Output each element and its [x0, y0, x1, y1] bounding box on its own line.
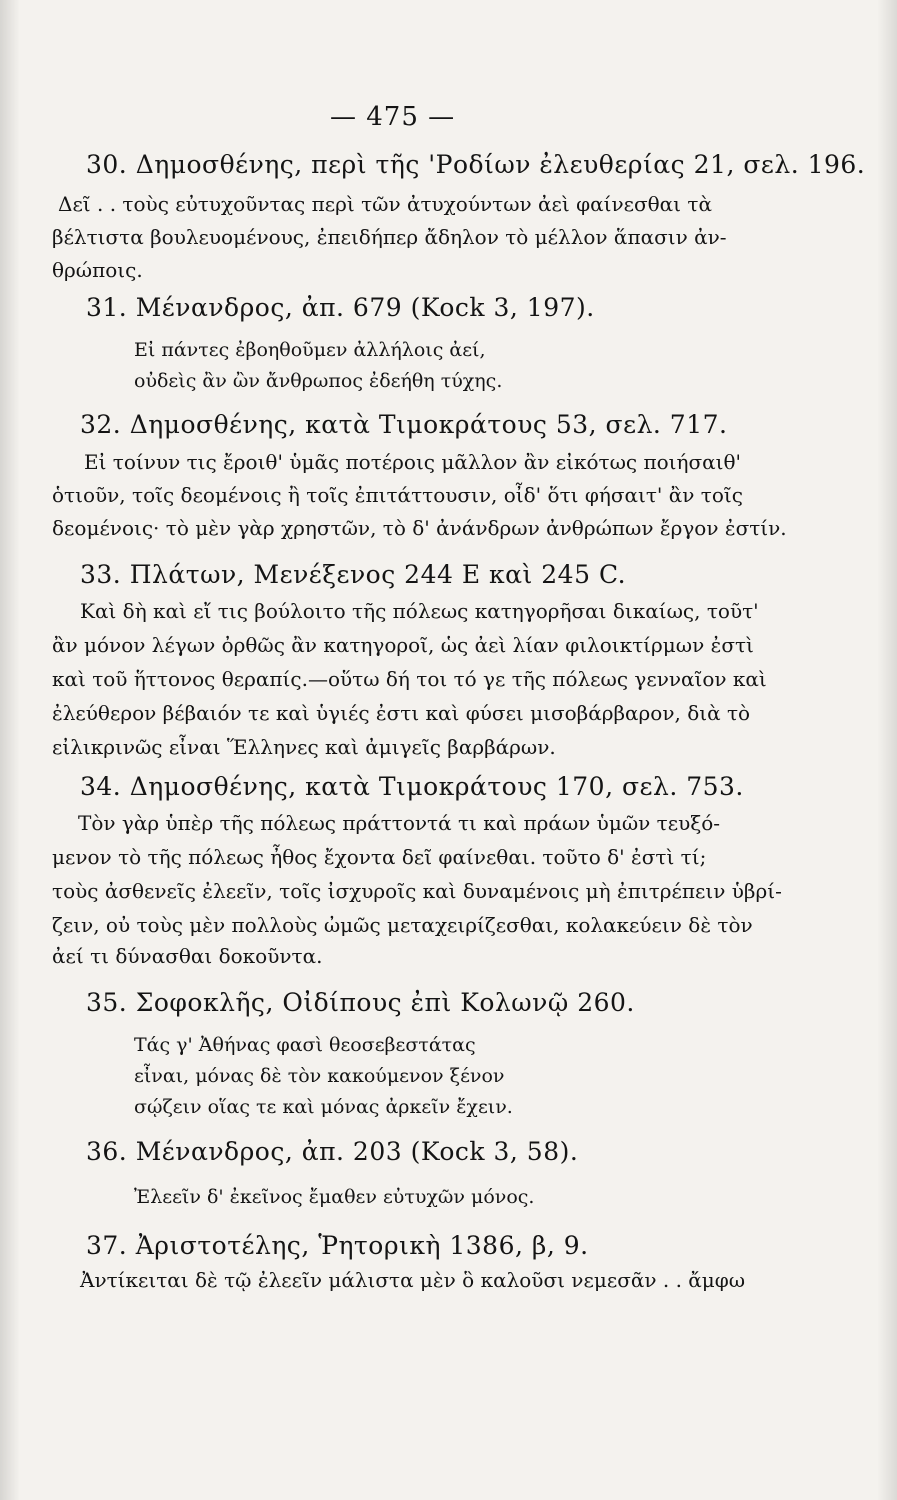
entry-34-line-1: Τὸν γὰρ ὑπὲρ τῆς πόλεως πράττοντά τι καὶ πράων ὑμῶν τευξό- [78, 811, 721, 835]
entry-36-verse-1: Ἐλεεῖν δ' ἐκεῖνος ἔμαθεν εὐτυχῶν μόνος. [134, 1186, 535, 1208]
entry-33-line-2: ἂν μόνον λέγων ὀρθῶς ἂν κατηγοροῖ, ὡς ἀεὶ λίαν φιλοικτίρμων ἐστὶ [52, 633, 754, 657]
entry-31-heading: 31. Μένανδρος, ἀπ. 679 (Kock 3, 197). [86, 293, 595, 322]
entry-34-heading: 34. Δημοσθένης, κατὰ Τιμοκράτους 170, σελ. 753. [80, 772, 744, 801]
entry-37-heading: 37. Ἀριστοτέλης, Ῥητορικὴ 1386, β, 9. [86, 1231, 589, 1260]
entry-35-verse-3: σῴζειν οἵας τε καὶ μόνας ἀρκεῖν ἔχειν. [134, 1096, 513, 1118]
entry-34-line-3: τοὺς ἀσθενεῖς ἐλεεῖν, τοῖς ἰσχυροῖς καὶ δυναμένοις μὴ ἐπιτρέπειν ὑβρί- [52, 879, 782, 903]
entry-34-line-4: ζειν, οὐ τοὺς μὲν πολλοὺς ὠμῶς μεταχειρίζεσθαι, κολακεύειν δὲ τὸν [52, 913, 753, 937]
entry-30-heading: 30. Δημοσθένης, περὶ τῆς 'Ροδίων ἐλευθερίας 21, σελ. 196. [86, 150, 866, 179]
entry-32-heading: 32. Δημοσθένης, κατὰ Τιμοκράτους 53, σελ. 717. [80, 410, 728, 439]
entry-31-verse-1: Εἰ πάντες ἐβοηθοῦμεν ἀλλήλοις ἀεί, [134, 339, 486, 361]
entry-33-line-4: ἐλεύθερον βέβαιόν τε καὶ ὑγιές ἐστι καὶ φύσει μισοβάρβαρον, διὰ τὸ [52, 701, 751, 725]
page-edge-shadow-right [877, 0, 897, 1500]
entry-33-heading: 33. Πλάτων, Μενέξενος 244 E καὶ 245 C. [80, 560, 627, 589]
entry-32-line-2: ὁτιοῦν, τοῖς δεομένοις ἢ τοῖς ἐπιτάττουσιν, οἶδ' ὅτι φήσαιτ' ἂν τοῖς [52, 483, 743, 507]
entry-30-line-2: βέλτιστα βουλευομένους, ἐπειδήπερ ἄδηλον τὸ μέλλον ἅπασιν ἀν- [52, 225, 727, 249]
entry-35-heading: 35. Σοφοκλῆς, Οἰδίπους ἐπὶ Κολωνῷ 260. [86, 988, 635, 1017]
entry-31-verse-2: οὐδεὶς ἂν ὢν ἄνθρωπος ἐδεήθη τύχης. [134, 370, 503, 392]
page-number: — 475 — [330, 102, 456, 132]
entry-33-line-3: καὶ τοῦ ἥττονος θεραπίς.—οὕτω δή τοι τό γε τῆς πόλεως γενναῖον καὶ [52, 667, 767, 691]
entry-33-line-1: Καὶ δὴ καὶ εἴ τις βούλοιτο τῆς πόλεως κατηγορῆσαι δικαίως, τοῦτ' [80, 599, 759, 623]
entry-32-line-3: δεομένοις· τὸ μὲν γὰρ χρηστῶν, τὸ δ' ἀνάνδρων ἀνθρώπων ἔργον ἐστίν. [52, 516, 787, 540]
entry-32-line-1: Εἰ τοίνυν τις ἔροιθ' ὑμᾶς ποτέροις μᾶλλον ἂν εἰκότως ποιήσαιθ' [84, 450, 742, 474]
entry-34-line-5: ἀεί τι δύνασθαι δοκοῦντα. [52, 944, 323, 968]
entry-35-verse-1: Τάς γ' Ἀθήνας φασὶ θεοσεβεστάτας [134, 1034, 476, 1056]
entry-36-heading: 36. Μένανδρος, ἀπ. 203 (Kock 3, 58). [86, 1137, 579, 1166]
entry-34-line-2: μενον τὸ τῆς πόλεως ἦθος ἔχοντα δεῖ φαίνεθαι. τοῦτο δ' ἐστὶ τί; [52, 845, 707, 869]
entry-37-line-1: Ἀντίκειται δὲ τῷ ἐλεεῖν μάλιστα μὲν ὃ καλοῦσι νεμεσᾶν . . ἄμφω [80, 1268, 746, 1292]
entry-30-line-1: Δεῖ . . τοὺς εὐτυχοῦντας περὶ τῶν ἀτυχούντων ἀεὶ φαίνεσθαι τὰ [58, 192, 712, 216]
entry-30-line-3: θρώποις. [52, 258, 143, 282]
entry-33-line-5: εἰλικρινῶς εἶναι Ἕλληνες καὶ ἀμιγεῖς βαρβάρων. [52, 735, 556, 759]
page-edge-shadow-left [0, 0, 20, 1500]
entry-35-verse-2: εἶναι, μόνας δὲ τὸν κακούμενον ξένον [134, 1065, 505, 1087]
